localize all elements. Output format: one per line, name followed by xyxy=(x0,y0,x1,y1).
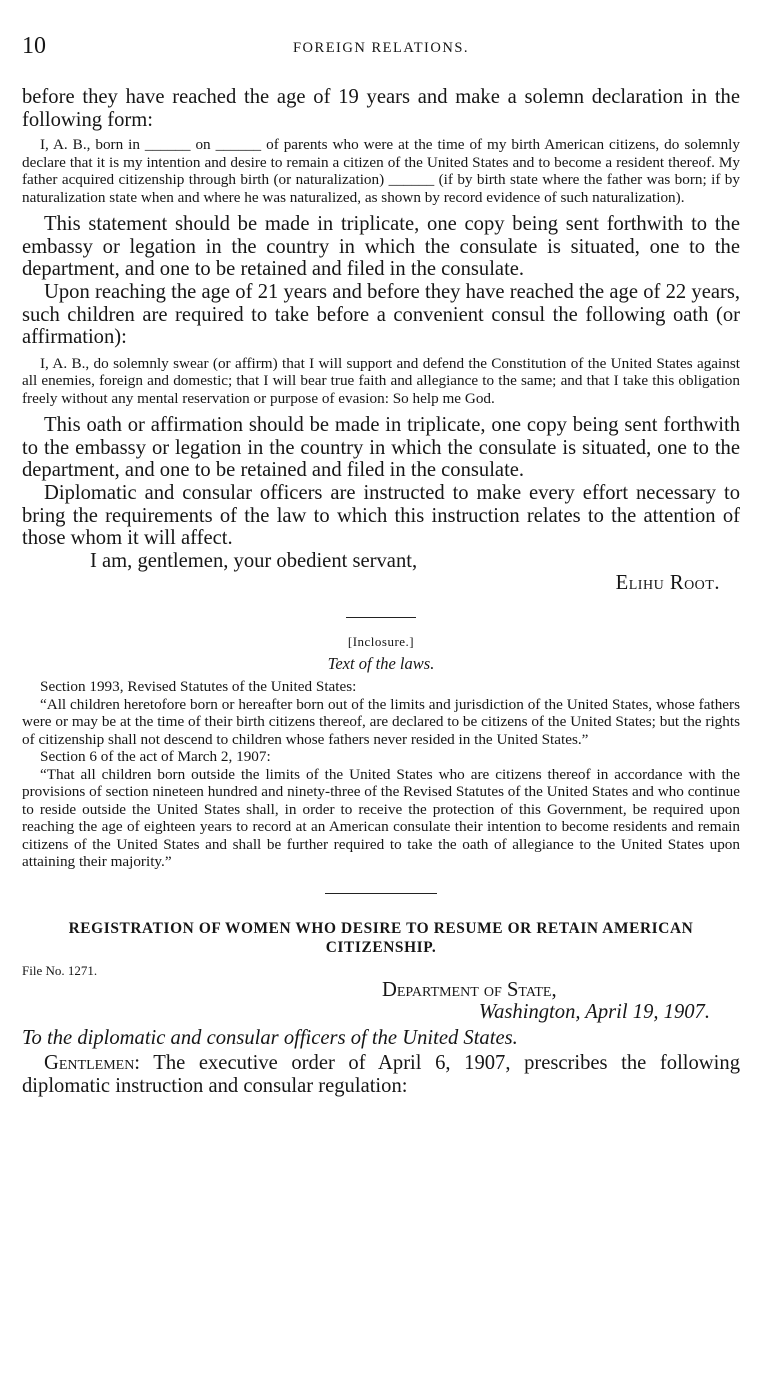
closing-line: I am, gentlemen, your obedient servant, xyxy=(90,549,418,572)
section-1993-text: “All children heretofore born or hereafter born out of the limits and jurisdiction of the United States, whose fathers were or may be at the time of their birth citizens thereof, are declared to be citizens of the United States; but the rights of citizenship shall not descend to children whose fathers never resided in the United States.” xyxy=(22,695,740,748)
section-1993-intro: Section 1993, Revised Statutes of the United States: xyxy=(40,678,357,695)
divider-rule xyxy=(346,617,416,618)
diplomatic-paragraph: Diplomatic and consular officers are instructed to make every effort necessary to bring the requirements of the law to which this instruction relates to the attention of those whom it will affect. xyxy=(22,482,740,550)
section-6-text: “That all children born outside the limits of the United States who are citizens thereof in accordance with the provisions of section nineteen hundred and ninety-three of the Revised Statutes of the United States and who continue to reside outside the United States shall, in order to receive the protection of this Government, be required upon reaching the age of eighteen years to record at an American consulate their intention to become residents and remain citizens of the United States and shall be further required to take the oath of allegiance to the United States upon attaining their majority.” xyxy=(22,765,740,870)
section-divider-rule xyxy=(325,893,437,894)
file-number: File No. 1271. xyxy=(22,962,98,978)
running-header xyxy=(22,34,740,66)
running-title: FOREIGN RELATIONS. xyxy=(292,40,470,56)
section-6-intro: Section 6 of the act of March 2, 1907: xyxy=(40,748,271,765)
opening-text: The executive order of April 6, 1907, prescribes the following diplomatic instruction and consular regulation: xyxy=(22,1052,740,1097)
declaration-form: I, A. B., born in ______ on ______ of parents who were at the time of my birth American citizens, do solemnly declare that it is my intention and desire to remain a citizen of the United States and to become a resident thereof. My father acquired citizenship through birth (or naturalization) ______ (if by birth state where the father was born; if by naturalization state when and where he was naturalized, as shown by record evidence of such naturalization). xyxy=(22,136,740,206)
addressee: To the diplomatic and consular officers of the United States. xyxy=(22,1026,518,1049)
inclosure-label: [Inclosure.] xyxy=(347,634,415,649)
oath-triplicate-paragraph: This oath or affirmation should be made in triplicate, one copy being sent forthwith to the embassy or legation in the country in which the consulate is situated, one to the department, and one to be retained and filed in the consulate. xyxy=(22,414,740,482)
document-page xyxy=(22,34,740,1097)
oath-text: I, A. B., do solemnly swear (or affirm) that I will support and defend the Constitution of the United States against all enemies, foreign and domestic; that I will bear true faith and allegiance to the same; and that I take this obligation freely without any mental reservation or purpose of evasion: So help me God. xyxy=(22,354,740,407)
signature: Elihu Root. xyxy=(615,572,720,595)
place-date: Washington, April 19, 1907. xyxy=(478,1001,710,1024)
salutation: Gentlemen: xyxy=(44,1052,141,1075)
department-line: Department of State, xyxy=(382,978,557,1001)
triplicate-paragraph: This statement should be made in triplicate, one copy being sent forthwith to the embassy or legation in the country in which the consulate is situated, one to the department, and one to be retained and filed in the consulate. xyxy=(22,213,740,281)
section-heading: REGISTRATION OF WOMEN WHO DESIRE TO RESUME OR RETAIN AMERICAN CITIZENSHIP. xyxy=(68,919,694,956)
page-number: 10 xyxy=(22,33,46,59)
age-21-paragraph: Upon reaching the age of 21 years and before they have reached the age of 22 years, such children are required to take before a convenient consul the following oath (or affirmation): xyxy=(22,280,740,349)
opening-paragraph xyxy=(22,1052,740,1097)
intro-paragraph: before they have reached the age of 19 years and make a solemn declaration in the following form: xyxy=(22,86,740,131)
inclosure-title: Text of the laws. xyxy=(327,654,435,673)
